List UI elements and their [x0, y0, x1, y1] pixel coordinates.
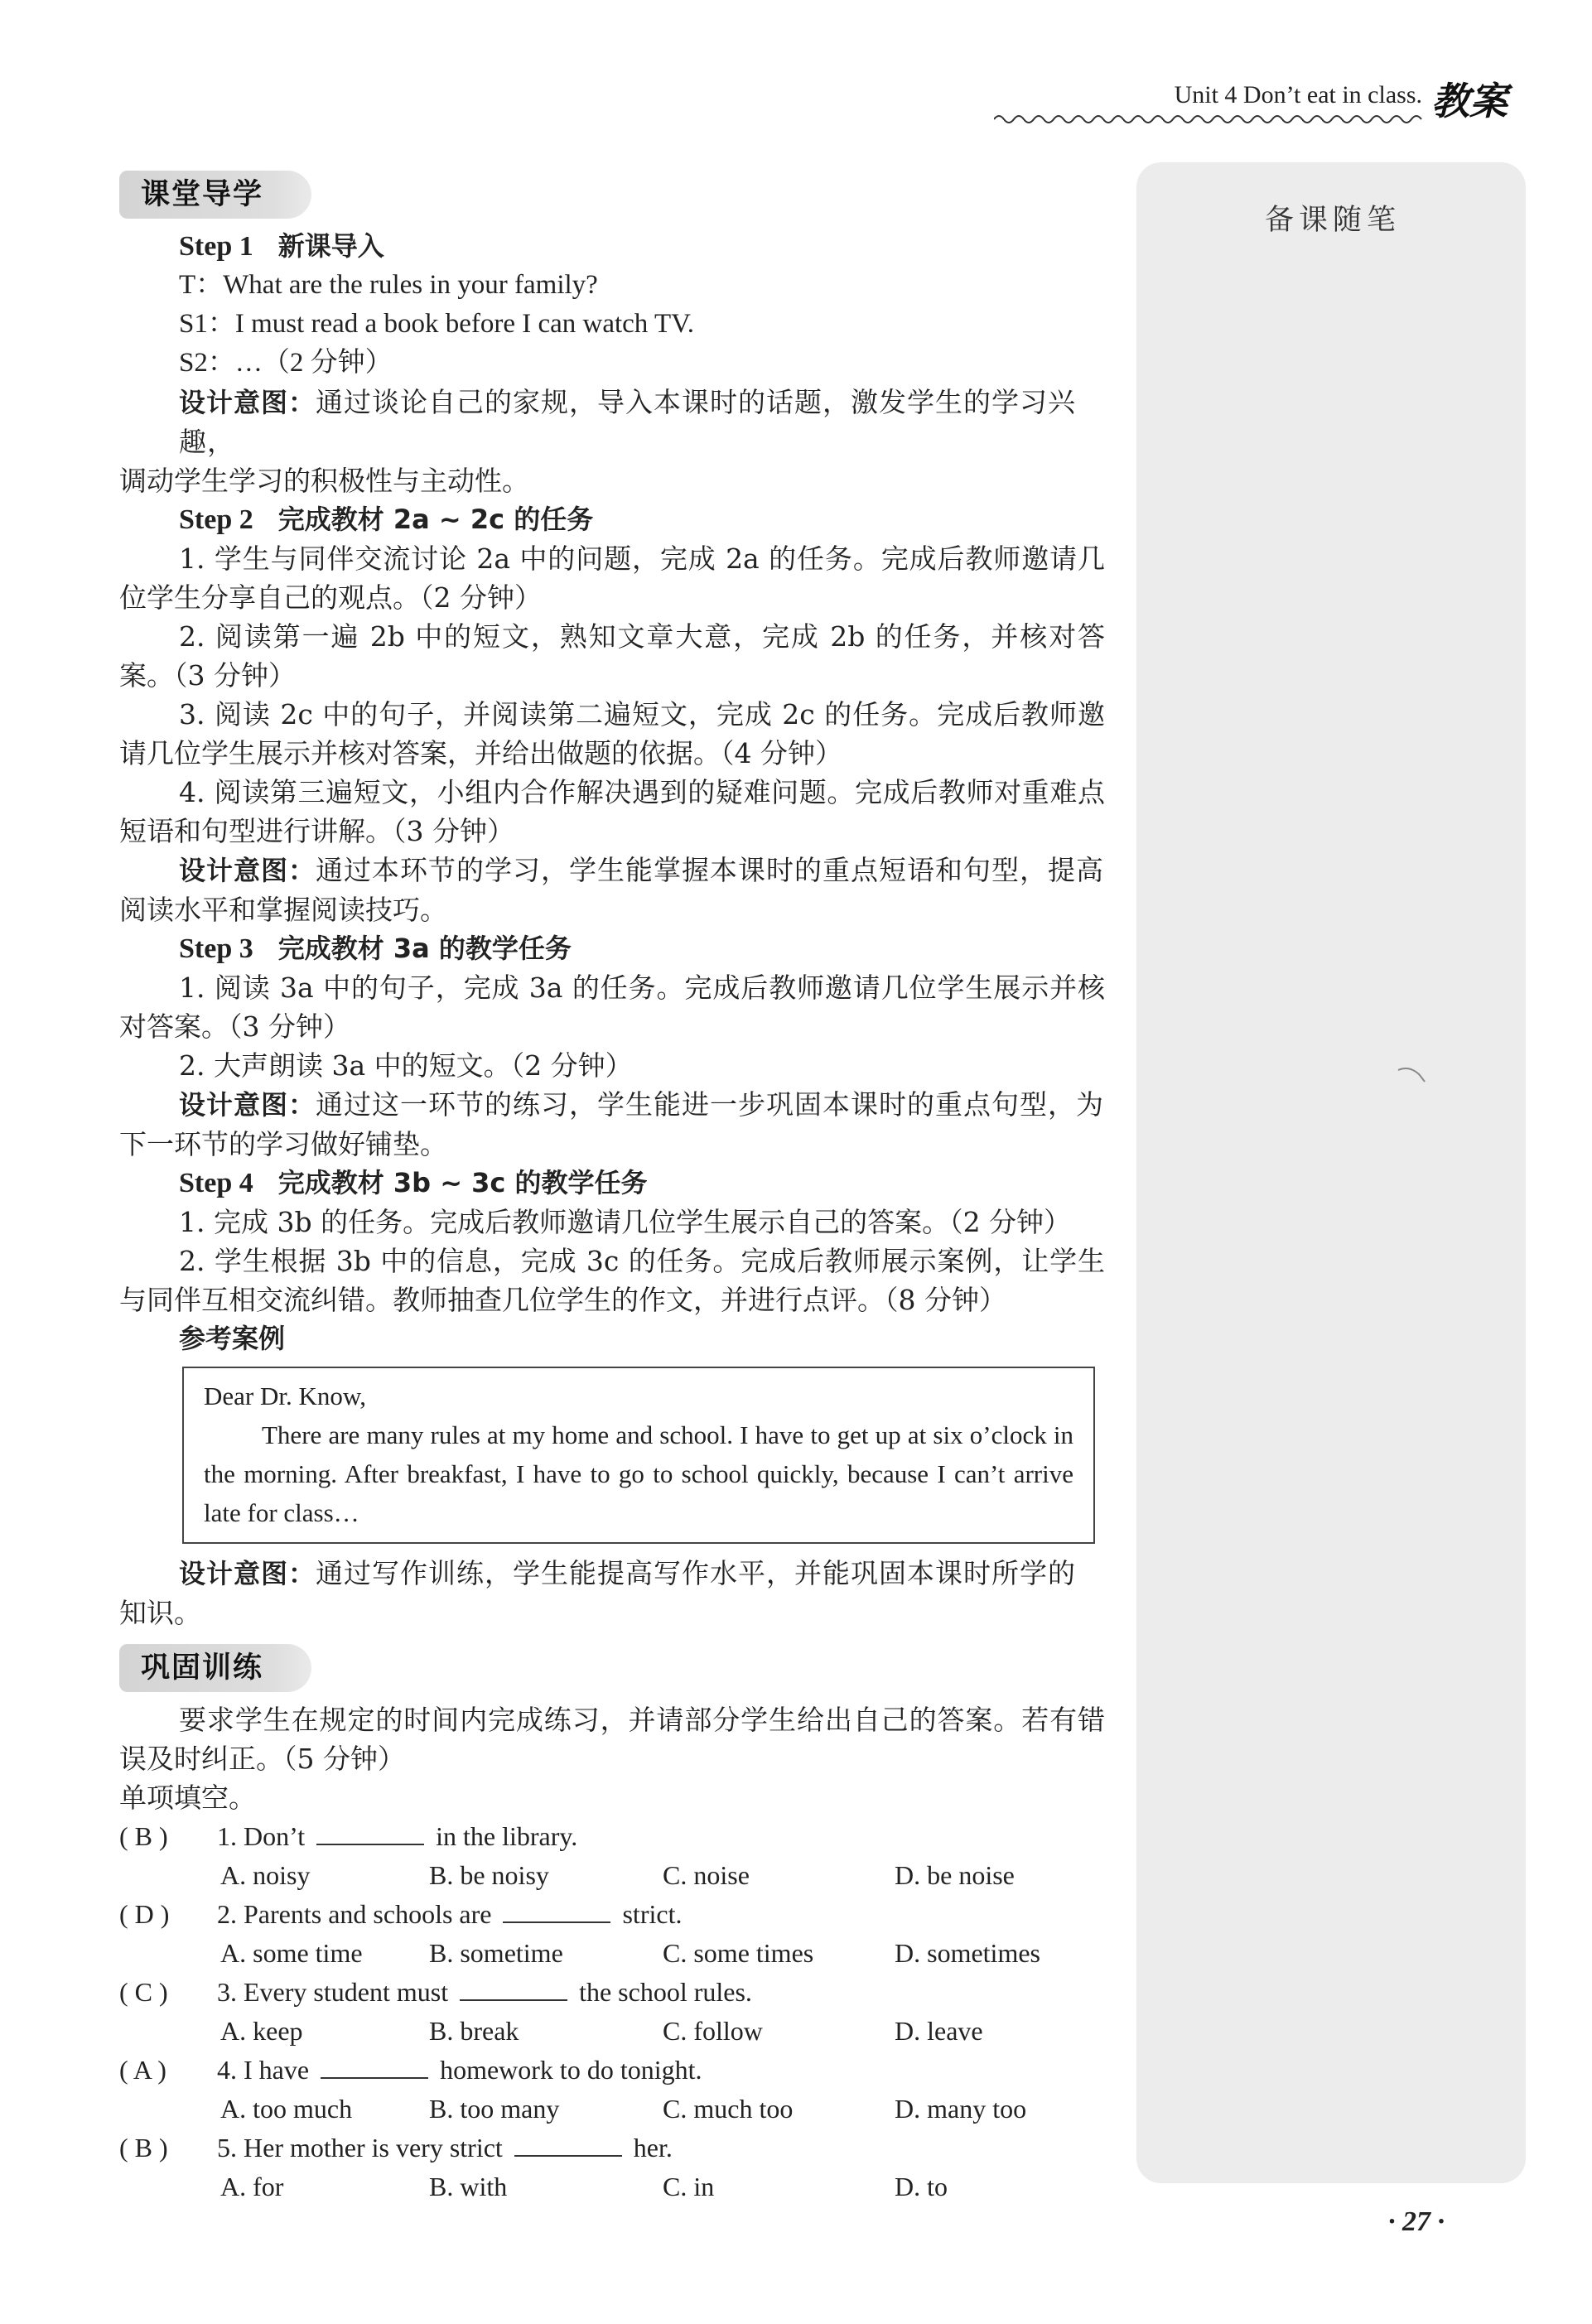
step-3-heading: [119, 929, 1105, 968]
question-number: 3.: [217, 1977, 237, 2007]
reference-case-label: 参考案例: [179, 1323, 286, 1354]
step-1-heading: [119, 227, 1105, 266]
question-stem-post: homework to do tonight.: [440, 2055, 702, 2085]
question-stem-post: her.: [633, 2133, 673, 2162]
step-3-item-2: 2. 大声朗读 3a 中的短文。（2 分钟）: [179, 1049, 633, 1082]
question-stem-post: the school rules.: [579, 1977, 752, 2007]
option-b: B. sometime: [429, 1938, 563, 1968]
option-a: A. keep: [220, 2016, 303, 2046]
question-stem-pre: I have: [244, 2055, 310, 2085]
option-a: A. some time: [220, 1938, 363, 1968]
question-answer: ( A ): [119, 2055, 166, 2085]
question-1: [119, 1817, 1105, 1856]
practice-intro: 要求学生在规定的时间内完成练习，并请部分学生给出自己的答案。若有错误及时纠正。（5 分钟）: [119, 1704, 1105, 1775]
dialog-line-s1: S1：I must read a book before I can watch TV.: [179, 309, 694, 339]
option-b: B. too many: [429, 2094, 560, 2124]
question-stem-pre: Parents and schools are: [244, 1899, 492, 1929]
option-c: C. follow: [663, 2016, 763, 2046]
step-title: 完成教材 3a 的教学任务: [277, 933, 572, 964]
question-4: [119, 2051, 1105, 2090]
option-d: D. to: [895, 2172, 948, 2201]
sidebar-title: 备课随笔: [1265, 204, 1401, 237]
intent-text: 通过这一环节的练习，学生能进一步巩固本课时的重点句型，为: [316, 1088, 1105, 1121]
unit-title: Unit 4 Don’t eat in class.: [1174, 81, 1422, 108]
option-c: C. noise: [663, 1860, 750, 1890]
design-intent-3-cont: 下一环节的学习做好铺垫。: [119, 1128, 447, 1160]
option-b: B. be noisy: [429, 1860, 549, 1890]
option-c: C. much too: [663, 2094, 794, 2124]
option-d: D. be noise: [895, 1860, 1015, 1890]
intent-label: 设计意图：: [179, 387, 316, 418]
step-label: Step 4: [179, 1168, 253, 1198]
question-stem-pre: Her mother is very strict: [244, 2133, 503, 2162]
question-answer: ( C ): [119, 1977, 168, 2007]
design-intent-1-cont: 调动学生学习的积极性与主动性。: [119, 465, 529, 497]
practice-subtitle: 单项填空。: [119, 1782, 256, 1814]
option-a: A. for: [220, 2172, 284, 2201]
design-intent-3: [119, 1085, 1105, 1125]
intent-label: 设计意图：: [179, 855, 316, 886]
option-c: C. in: [663, 2172, 715, 2201]
notes-sidebar: [1136, 162, 1526, 2183]
question-number: 1.: [217, 1821, 237, 1851]
dialog-line-s2: S2：…（2 分钟）: [179, 348, 393, 378]
answer-blank: [316, 1819, 424, 1845]
answer-blank: [514, 2130, 622, 2157]
design-intent-2: [119, 851, 1105, 890]
question-3: [119, 1973, 1105, 2012]
step-3-item-1: 1. 阅读 3a 中的句子，完成 3a 的任务。完成后教师邀请几位学生展示并核对答案。（3 分钟）: [119, 972, 1105, 1043]
option-d: D. many too: [895, 2094, 1027, 2124]
intent-text: 通过谈论自己的家规，导入本课时的话题，激发学生的学习兴趣，: [179, 386, 1077, 458]
step-title: 新课导入: [277, 230, 384, 262]
answer-blank: [503, 1897, 610, 1923]
design-intent-4-cont: 知识。: [119, 1597, 201, 1629]
intent-label: 设计意图：: [179, 1558, 316, 1589]
step-2-item-1: 1. 学生与同伴交流讨论 2a 中的问题，完成 2a 的任务。完成后教师邀请几位学生分享自己的观点。（2 分钟）: [119, 542, 1105, 614]
question-5: [119, 2129, 1105, 2167]
letter-greeting: Dear Dr. Know,: [204, 1381, 366, 1410]
pencil-mark-icon: [1395, 1063, 1428, 1088]
section-title-practice: 巩固训练: [119, 1644, 311, 1692]
step-2-item-3: 3. 阅读 2c 中的句子，并阅读第二遍短文，完成 2c 的任务。完成后教师邀请几位学生展示并核对答案，并给出做题的依据。（4 分钟）: [119, 698, 1105, 769]
intent-text: 通过写作训练，学生能提高写作水平，并能巩固本课时所学的: [316, 1557, 1077, 1589]
question-answer: ( D ): [119, 1899, 170, 1929]
question-number: 4.: [217, 2055, 237, 2085]
step-4-heading: [119, 1164, 1105, 1203]
question-number: 5.: [217, 2133, 237, 2162]
header-wave-decoration: [994, 113, 1425, 126]
question-stem-post: strict.: [622, 1899, 683, 1929]
step-label: Step 1: [179, 231, 253, 262]
step-label: Step 3: [179, 933, 253, 964]
question-2-options: [119, 1934, 1105, 1973]
lesson-plan-badge: 教案: [1431, 79, 1508, 123]
page-number: · 27 ·: [1388, 2206, 1445, 2237]
step-title: 完成教材 2a ~ 2c 的任务: [277, 504, 594, 535]
question-2: [119, 1895, 1105, 1934]
step-label: Step 2: [179, 504, 253, 535]
option-a: A. noisy: [220, 1860, 311, 1890]
question-1-options: [119, 1856, 1105, 1895]
option-d: D. leave: [895, 2016, 983, 2046]
option-b: B. with: [429, 2172, 508, 2201]
step-4-item-1: 1. 完成 3b 的任务。完成后教师邀请几位学生展示自己的答案。（2 分钟）: [179, 1206, 1072, 1238]
design-intent-1: [119, 383, 1105, 461]
question-number: 2.: [217, 1899, 237, 1929]
question-stem-pre: Don’t: [244, 1821, 306, 1851]
option-b: B. break: [429, 2016, 519, 2046]
question-list: [119, 1817, 1105, 2206]
option-c: C. some times: [663, 1938, 814, 1968]
question-4-options: [119, 2090, 1105, 2129]
reference-letter-box: [182, 1367, 1095, 1544]
option-d: D. sometimes: [895, 1938, 1040, 1968]
question-stem-pre: Every student must: [244, 1977, 449, 2007]
step-4-item-2: 2. 学生根据 3b 中的信息，完成 3c 的任务。完成后教师展示案例，让学生与同伴互相交流纠错。教师抽查几位学生的作文，并进行点评。（8 分钟）: [119, 1245, 1105, 1316]
question-answer: ( B ): [119, 2133, 168, 2162]
question-5-options: [119, 2167, 1105, 2206]
option-a: A. too much: [220, 2094, 353, 2124]
design-intent-4: [119, 1554, 1105, 1594]
main-content: [119, 171, 1105, 2206]
step-2-item-2: 2. 阅读第一遍 2b 中的短文，熟知文章大意，完成 2b 的任务，并核对答案。（3 分钟）: [119, 620, 1105, 692]
page-header: [994, 76, 1508, 126]
step-2-item-4: 4. 阅读第三遍短文，小组内合作解决遇到的疑难问题。完成后教师对重难点短语和句型进行讲解。（3 分钟）: [119, 776, 1105, 847]
intent-text: 通过本环节的学习，学生能掌握本课时的重点短语和句型，提高: [316, 854, 1105, 886]
question-3-options: [119, 2012, 1105, 2051]
answer-blank: [321, 2052, 428, 2079]
letter-body: There are many rules at my home and school. I have to get up at six o’clock in the morning. After breakfast, I have to go to school quickly, because I can’t arrive late for class…: [204, 1420, 1073, 1527]
dialog-line-t: T：What are the rules in your family?: [179, 270, 598, 300]
answer-blank: [460, 1974, 567, 2001]
step-2-heading: [119, 500, 1105, 539]
section-title-classroom: 课堂导学: [119, 171, 311, 219]
question-stem-post: in the library.: [436, 1821, 578, 1851]
design-intent-2-cont: 阅读水平和掌握阅读技巧。: [119, 894, 447, 926]
question-answer: ( B ): [119, 1821, 168, 1851]
intent-label: 设计意图：: [179, 1089, 316, 1121]
step-title: 完成教材 3b ~ 3c 的教学任务: [277, 1167, 648, 1198]
